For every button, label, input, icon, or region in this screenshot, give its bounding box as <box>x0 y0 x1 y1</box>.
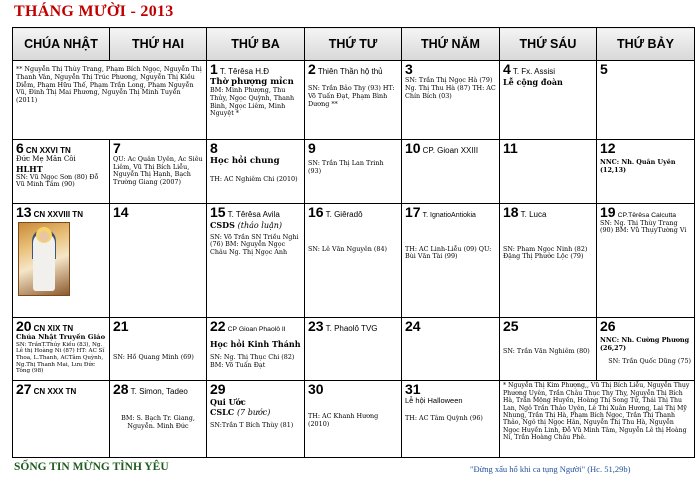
feast-label: T. Luca <box>520 209 547 219</box>
day-cell-22 <box>207 318 305 381</box>
day-note: SN: Lê Văn Nguyên (84) <box>308 244 388 253</box>
day-cell-26 <box>597 318 695 381</box>
feast-label: Lễ hội Halloween <box>405 396 463 406</box>
header-row <box>13 28 695 61</box>
day-cell-7 <box>110 140 207 204</box>
day-note: SN: Phạm Ngọc Ninh (82) Đặng Thị Phước Lộc (79) <box>503 244 588 261</box>
day-cell-13 <box>13 203 110 317</box>
day-cell-12 <box>597 140 695 204</box>
week-row-1 <box>13 61 695 140</box>
day-number: 8 <box>210 140 218 157</box>
feast-label: T. Têrêsa H.Đ <box>219 67 270 77</box>
day-number: 13 <box>16 203 32 220</box>
day-note: SN: Vũ Ngọc Sơn (80) Đỗ Vũ Minh Tâm (90) <box>16 172 99 189</box>
day-number: 28 <box>113 381 129 398</box>
event-label: HLHT <box>16 163 43 174</box>
day-number: 17 <box>405 203 421 220</box>
header-friday: THỨ SÁU <box>500 28 597 61</box>
event-label: Lễ cộng đoàn <box>503 77 563 88</box>
day-cell-4 <box>500 61 597 140</box>
feast-label: CN XXX TN <box>33 387 77 397</box>
event-title: CSDS <box>210 219 235 230</box>
day-cell-empty <box>13 61 207 140</box>
feast-label: T. Giêradô <box>325 209 363 219</box>
day-note: SN: Trần Bảo Thy (93) HT: Võ Tuấn Đạt, Phạm Bình Dương ** <box>308 84 395 108</box>
day-note: TH: AC Khanh Hương (2010) <box>308 412 379 428</box>
day-cell-11 <box>500 140 597 204</box>
event-detail: (tháo luận) <box>237 220 283 230</box>
day-cell-9 <box>305 140 402 204</box>
feast-label: T. Simon, Tadeo <box>130 387 188 397</box>
day-number: 30 <box>308 381 324 398</box>
day-cell-2 <box>305 61 402 140</box>
day-cell-27 <box>13 381 110 458</box>
day-cell-28 <box>110 381 207 458</box>
feast-label: T. IgnatioAntiokia <box>422 211 476 219</box>
footer-quote-ref: (Hc. 51,29b) <box>587 464 631 474</box>
anniversary-note: ** Nguyễn Thị Thùy Trang, Phạm Bích Ngọc, Nguyễn Thị Thanh Vân, Nguyễn Thị Trúc Phương, Nguyễn Thị Kiều Diễm, Phạm Hữu Thế, Phạm Trần Long, Phạm Nguyễn Vũ, Đinh Thị Mai Phương, Nguyễn Thị Minh Tuyền (2011) <box>16 65 202 104</box>
day-number: 27 <box>16 381 32 398</box>
day-number: 4 <box>503 61 511 78</box>
day-cell-23 <box>305 318 402 381</box>
day-cell-17 <box>402 203 500 317</box>
day-note: SN: TrầnT.Thúy Kiều (83), Ng. Lê thị Hoàng Ni (87) HT: AC Sĩ Thoa, L.Thanh, ACTâm Quỳnh, Ng.Thị Thanh Mai, Lưu Đức Tông (98) <box>16 341 105 375</box>
day-cell-18 <box>500 203 597 317</box>
calendar-title: THÁNG MƯỜI - 2013 <box>14 3 174 20</box>
day-cell-21 <box>110 318 207 381</box>
day-number: 2 <box>308 61 316 78</box>
month-calendar-table <box>12 27 695 458</box>
day-cell-19 <box>597 203 695 317</box>
day-cell-15 <box>207 203 305 317</box>
day-cell-24 <box>402 318 500 381</box>
day-note: SN: Ng. Thị Thùy Trang (90) BM: Vũ ThụyTường Vi <box>600 218 687 235</box>
header-monday: THỨ HAI <box>110 28 207 61</box>
event-detail: (7 bước) <box>236 408 271 418</box>
our-lady-image <box>18 222 70 296</box>
day-number: 19 <box>600 203 616 220</box>
day-cell-6 <box>13 140 110 204</box>
day-note: SN:Trần T Bích Thùy (81) <box>210 421 294 430</box>
day-number: 21 <box>113 318 129 335</box>
day-note: SN: Trần Văn Nghiêm (80) <box>503 347 590 356</box>
header-wednesday: THỨ TƯ <box>305 28 402 61</box>
footer-quote-text: "Đừng xấu hổ khi ca tụng Người" <box>470 464 586 474</box>
header-tuesday: THỨ BA <box>207 28 305 61</box>
day-number: 14 <box>113 203 129 220</box>
day-note: TH: AC Linh-Liễu (09) QU: Bùi Văn Tài (99) <box>405 244 492 261</box>
feast-label: T. Fx. Assisi <box>512 67 556 77</box>
day-cell-10 <box>402 140 500 204</box>
week-row-5 <box>13 381 695 458</box>
day-note: NNC: Nh. Cường Phương (26,27) <box>600 336 690 352</box>
footer-quote <box>470 464 630 474</box>
day-cell-29 <box>207 381 305 458</box>
feast-label: Thiên Thần hộ thủ <box>317 67 383 77</box>
day-number: 23 <box>308 318 324 335</box>
day-cell-20 <box>13 318 110 381</box>
feast-label: CN XXVI TN <box>25 146 71 156</box>
day-number: 12 <box>600 140 616 157</box>
day-note: BM: Minh Phượng, Thu Thủy, Ngọc Quỳnh, Thanh Bình, Ngọc Liêm, Minh Nguyệt * <box>210 86 295 118</box>
event-label: Đức Mẹ Mân Côi <box>16 155 76 164</box>
day-note: SN: Hồ Quang Minh (69) <box>113 353 194 362</box>
day-note: SN: Trần Quốc Dũng (75) <box>608 357 691 366</box>
day-number: 29 <box>210 381 226 398</box>
feast-label: CN XXVIII TN <box>33 209 83 219</box>
day-cell-16 <box>305 203 402 317</box>
feast-label: CP Gioan Phaolô II <box>227 326 286 334</box>
event-label: Học hỏi Kinh Thánh <box>210 339 301 350</box>
day-number: 11 <box>503 140 518 157</box>
day-cell-empty <box>500 381 695 458</box>
feast-label: CN XIX TN <box>33 324 74 334</box>
day-number: 24 <box>405 318 421 335</box>
day-number: 20 <box>16 318 32 335</box>
header-thursday: THỨ NĂM <box>402 28 500 61</box>
day-number: 18 <box>503 203 519 220</box>
week-row-3 <box>13 203 695 317</box>
day-cell-30 <box>305 381 402 458</box>
day-cell-8 <box>207 140 305 204</box>
day-note: NNC: Nh. Quân Uyên (12,13) <box>600 158 676 174</box>
header-saturday: THỨ BẢY <box>597 28 695 61</box>
day-number: 9 <box>308 140 316 157</box>
footer-motto: SỐNG TIN MỪNG TÌNH YÊU <box>14 461 169 473</box>
day-note: SN: Trần Thị Lan Trinh (93) <box>308 159 384 175</box>
feast-label: CP. Gioan XXIII <box>422 146 479 156</box>
feast-label: T. Têrêsa Avila <box>227 209 280 219</box>
anniversary-note: * Nguyễn Thị Kim Phượng,, Vũ Thị Bích Liễu, Nguyễn Thụy Phương Uyên, Trần Châu Thục Thy Thy, Nguyễn Thị Bích Hà, Trần Mộng Huyền, Hoàng Thị Song Tử, Thái Thị Thu Lan, Ngô Trần Thảo Uyên, Lê Thị Xuân Hương, Lại Thị Mỹ Nhung, Trần Thị Hà, Phạm Bích Ngọc, Trần Thị Thanh Thảo, Ngô thị Ngọc Hân, Nguyễn Thị Thu Hà, Nguyễn Ngọc Huyền Linh, Đỗ Vũ Minh Tâm, Nguyễn Lê thị Hoàng Ni, Trần Hoàng Châu Phê. <box>503 382 690 442</box>
event-label: Qui Ước <box>210 397 246 408</box>
event-title: CSLC <box>210 407 235 418</box>
day-note: SN: Trần Thị Ngọc Hà (79) Ng. Thị Thu Hà (87) TH: AC Chín Bích (03) <box>405 76 496 100</box>
day-number: 16 <box>308 203 324 220</box>
event-label: Chúa Nhật Truyền Giáo <box>16 333 106 342</box>
day-note: SN: Ng. Thị Thục Chi (82) BM: Võ Tuấn Đạt <box>210 353 295 369</box>
day-number: 25 <box>503 318 519 335</box>
event-label: Học hỏi chung <box>210 156 280 167</box>
event-label: Thờ phượng mỉcn <box>210 77 294 88</box>
day-number: 3 <box>405 61 413 78</box>
week-row-2 <box>13 140 695 204</box>
day-note: TH: AC Nghiêm Chi (2010) <box>210 175 298 184</box>
week-row-4 <box>13 318 695 381</box>
day-number: 5 <box>600 61 608 78</box>
day-note: QU: Ac Quân Uyên, Ac Siêu Liêm, Vũ Thị Bích Liễu, Nguyễn Thị Hạnh, Bạch Trường Giang (2007) <box>113 155 203 186</box>
day-number: 15 <box>210 203 226 220</box>
day-number: 31 <box>405 381 421 398</box>
day-cell-5 <box>597 61 695 140</box>
event-label <box>210 221 301 230</box>
day-cell-3 <box>402 61 500 140</box>
day-cell-14 <box>110 203 207 317</box>
day-cell-31 <box>402 381 500 458</box>
day-number: 22 <box>210 318 226 335</box>
day-number: 6 <box>16 140 24 157</box>
day-cell-25 <box>500 318 597 381</box>
day-note: BM: S. Bạch Tr. Giang, Nguyễn. Minh Đức <box>121 414 195 430</box>
feast-label: T. Phaolô TVG <box>325 324 378 334</box>
day-note: SN: Võ Trần SN Triều Nghi (76) BM: Nguyễn Ngọc Châu Ng. Thị Ngọc Anh <box>210 232 299 257</box>
day-cell-1 <box>207 61 305 140</box>
day-number: 1 <box>210 61 218 78</box>
header-sunday: CHÚA NHẬT <box>13 28 110 61</box>
feast-label: CP.Têrêsa Calcutta <box>617 211 677 219</box>
day-number: 10 <box>405 140 421 157</box>
day-number: 26 <box>600 318 616 335</box>
day-number: 7 <box>113 140 121 157</box>
event-label <box>210 408 301 417</box>
day-note: TH: AC Tâm Quỳnh (96) <box>405 413 483 422</box>
